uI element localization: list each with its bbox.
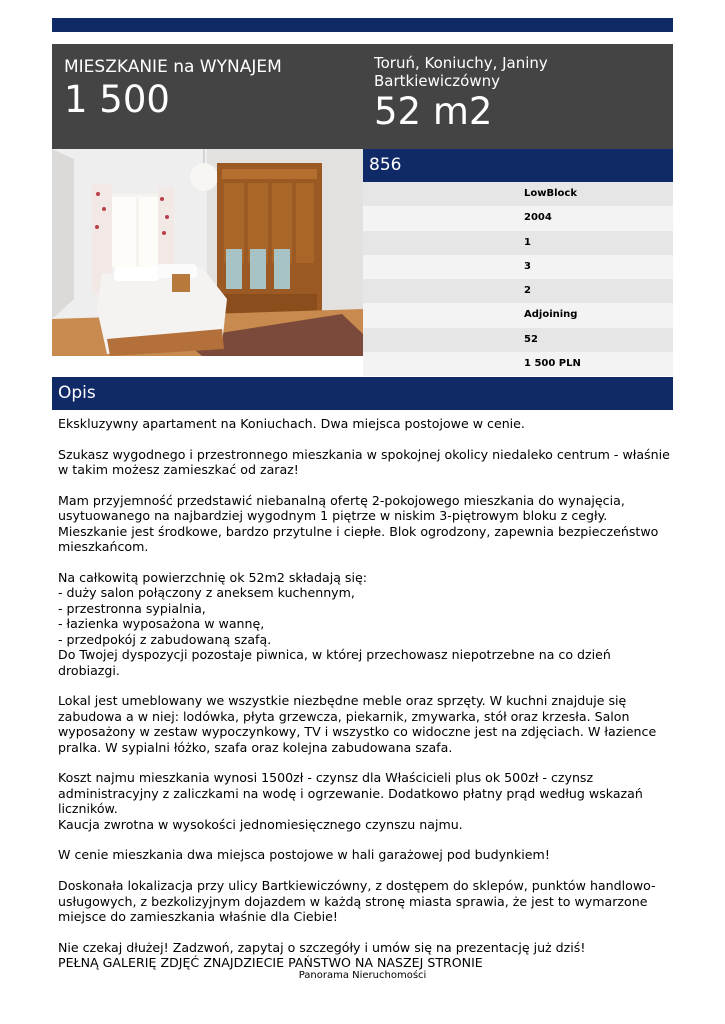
spec-row: 1 [363, 231, 673, 255]
spec-row: Adjoining [363, 303, 673, 327]
listing-area: 52 m2 [374, 90, 493, 133]
spec-row: 1 500 PLN [363, 352, 673, 376]
header-left [64, 56, 354, 121]
listing-header [52, 44, 673, 149]
listing-location: Toruń, Koniuchy, Janiny Bartkiewiczówny [374, 54, 548, 90]
listing-id: 856 [363, 149, 673, 182]
spec-row: 3 [363, 255, 673, 279]
footer-agency: Panorama Nieruchomości [298, 970, 427, 981]
spec-row: 2 [363, 279, 673, 303]
spec-row: 52 [363, 328, 673, 352]
top-accent-bar [52, 18, 673, 32]
section-title: Opis [58, 383, 96, 403]
spec-row: 2004 [363, 206, 673, 230]
specs-table [363, 149, 673, 376]
description-text: Ekskluzywny apartament na Koniuchach. Dwa miejsca postojowe w cenie. Szukasz wygodnego i przestronnego mieszkania w spokojnej okolicy niedaleko centrum - właśnie w takim możesz zamieszkać od zaraz! Mam przyjemność przedstawić niebanalną ofertę 2-pokojowego mieszkania do wynajęcia, usytuowanego na najbardziej wygodnym 1 piętrze w niskim 3-piętrowym bloku z cegły. Mieszkanie jest środkowe, bardzo przytulne i ciepłe. Blok ogrodzony, zapewnia bezpieczeństwo mieszkańcom. Na całkowitą powierzchnię ok 52m2 składają się: - duży salon połączony z aneksem kuchennym, - przestronna sypialnia, - łazienka wyposażona w wannę, - przedpokój z zabudowaną szafą. Do Twojej dyspozycji pozostaje piwnica, w której przechowasz niepotrzebne na co dzień drobiazgi. Lokal jest umeblowany we wszystkie niezbędne meble oraz sprzęty. W kuchni znajduje się zabudowa a w niej: lodówka, płyta grzewcza, piekarnik, zmywarka, stół oraz krzesła. Salon wyposażony w zestaw wypoczynkowy, TV i wszystko co widoczne jest na zdjęciach. W łazience pralka. W sypialni łóżko, szafa oraz kolejna zabudowana szafa. Koszt najmu mieszkania wynosi 1500zł - czynsz dla Właścicieli plus ok 500zł - czynsz administracyjny z zaliczkami na wodę i ogrzewanie. Dodatkowo płatny prąd według wskazań liczników. Kaucja zwrotna w wysokości jednomiesięcznego czynszu najmu. W cenie mieszkania dwa miejsca postojowe w hali garażowej pod budynkiem! Doskonała lokalizacja przy ulicy Bartkiewiczówny, z dostępem do sklepów, punktów handlowo-usługowych, z bezkolizyjnym dojazdem w każdą stronę miasta sprawia, że jest to wymarzone miejsce do zamieszkania właśnie dla Ciebie! Nie czekaj dłużej! Zadzwoń, zapytaj o szczegóły i umów się na prezentację już dziś! PEŁNĄ GALERIĘ ZDJĘĆ ZNAJDZIECIE PAŃSTWO NA NASZEJ STRONIE [58, 416, 670, 971]
listing-price: 1 500 [64, 78, 170, 121]
section-header-opis [52, 377, 673, 410]
listing-type: MIESZKANIE na WYNAJEM [64, 57, 282, 77]
apartment-photo [52, 149, 363, 356]
spec-row: LowBlock [363, 182, 673, 206]
header-right [374, 54, 664, 133]
